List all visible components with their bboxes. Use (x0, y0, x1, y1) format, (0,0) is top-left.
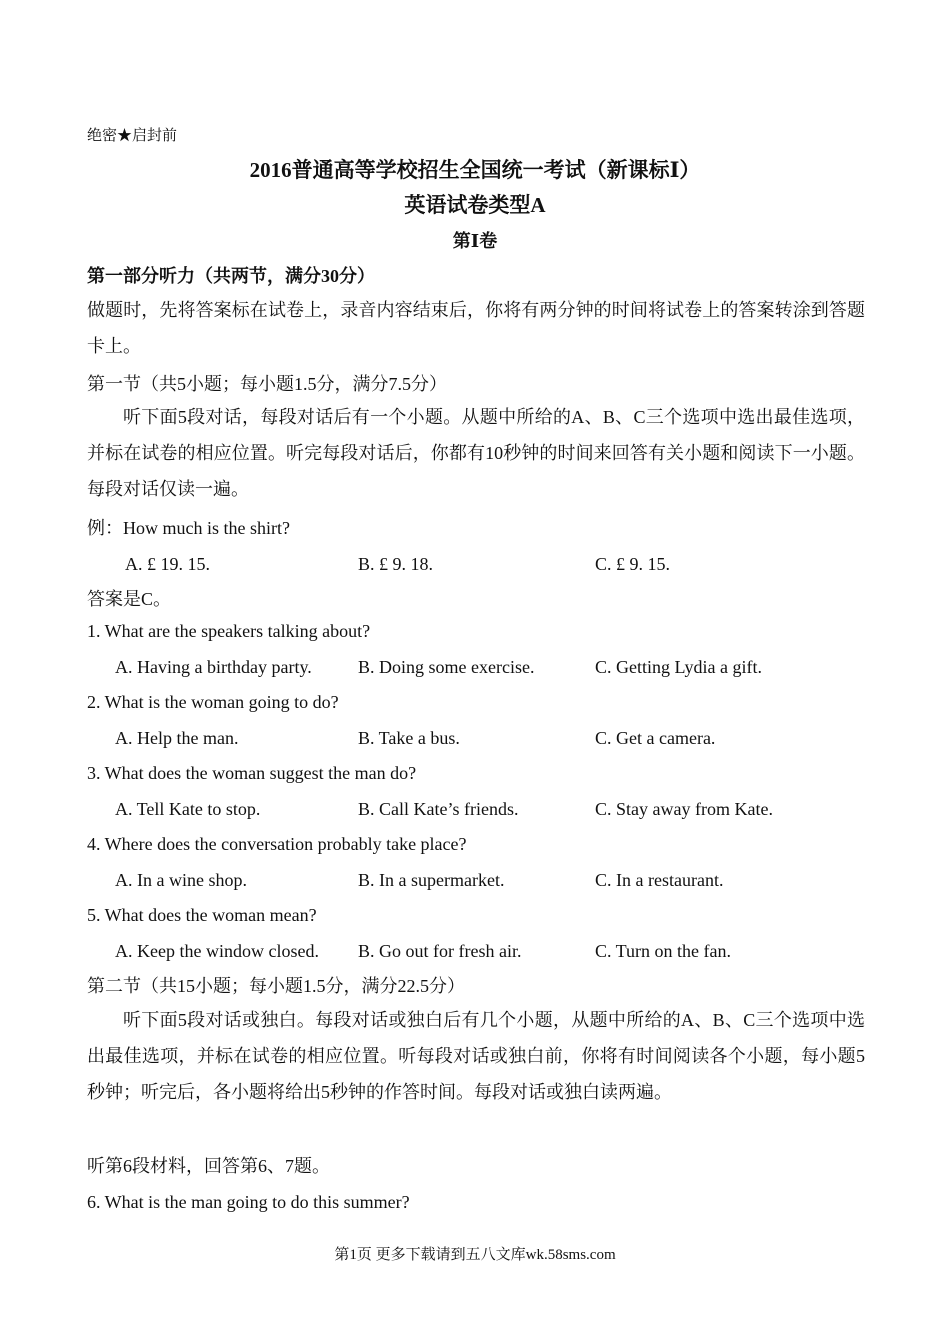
q3-option-c: C. Stay away from Kate. (595, 799, 773, 819)
q1-option-a: A. Having a birthday party. (115, 657, 312, 677)
q1-option-c: C. Getting Lydia a gift. (595, 657, 762, 677)
confidential-mark: 绝密★启封前 (87, 128, 178, 144)
q5-option-a: A. Keep the window closed. (115, 941, 319, 961)
q4-option-a: A. In a wine shop. (115, 870, 247, 890)
example-answer: 答案是C。 (87, 589, 172, 609)
q5-option-b: B. Go out for fresh air. (358, 941, 522, 961)
volume-label: 第Ⅰ卷 (452, 231, 498, 251)
q3-option-b: B. Call Kate’s friends. (358, 799, 519, 819)
section1-instructions: 听下面5段对话，每段对话后有一个小题。从题中所给的A、B、C三个选项中选出最佳选项，并标在试卷的相应位置。听完每段对话后，你都有10秒钟的时间来回答有关小题和阅读下一小题。每段对话仅读一遍。 (87, 407, 865, 499)
example-option-a: A. £ 19. 15. (125, 554, 210, 574)
exam-title: 2016普通高等学校招生全国统一考试（新课标Ⅰ） (249, 158, 701, 182)
q2-option-c: C. Get a camera. (595, 728, 716, 748)
question-1: 1. What are the speakers talking about? (87, 621, 371, 641)
q2-option-a: A. Help the man. (115, 728, 239, 748)
q2-option-b: B. Take a bus. (358, 728, 460, 748)
material-6-heading: 听第6段材料，回答第6、7题。 (87, 1156, 330, 1176)
q4-option-c: C. In a restaurant. (595, 870, 724, 890)
q4-option-b: B. In a supermarket. (358, 870, 505, 890)
part1-heading: 第一部分听力（共两节，满分30分） (87, 266, 375, 286)
question-5: 5. What does the woman mean? (87, 905, 317, 925)
exam-subtitle: 英语试卷类型A (404, 193, 546, 217)
question-3: 3. What does the woman suggest the man do? (87, 763, 417, 783)
section1-heading: 第一节（共5小题；每小题1.5分，满分7.5分） (87, 374, 447, 394)
question-2: 2. What is the woman going to do? (87, 692, 339, 712)
q5-option-c: C. Turn on the fan. (595, 941, 732, 961)
q1-option-b: B. Doing some exercise. (358, 657, 535, 677)
question-6: 6. What is the man going to do this summer? (87, 1192, 410, 1212)
example-option-b: B. £ 9. 18. (358, 554, 434, 574)
part1-instructions: 做题时，先将答案标在试卷上，录音内容结束后，你将有两分钟的时间将试卷上的答案转涂到答题卡上。 (87, 300, 865, 356)
example-option-c: C. £ 9. 15. (595, 554, 671, 574)
section2-heading: 第二节（共15小题；每小题1.5分，满分22.5分） (87, 976, 465, 996)
page-footer: 第1页 更多下载请到五八文库wk.58sms.com (334, 1247, 616, 1263)
question-4: 4. Where does the conversation probably take place? (87, 834, 467, 854)
q3-option-a: A. Tell Kate to stop. (115, 799, 261, 819)
section2-instructions: 听下面5段对话或独白。每段对话或独白后有几个小题，从题中所给的A、B、C三个选项中选出最佳选项，并标在试卷的相应位置。听每段对话或独白前，你将有时间阅读各个小题，每小题5秒钟；听完后，各小题将给出5秒钟的作答时间。每段对话或独白读两遍。 (87, 1010, 865, 1102)
example-question: 例：How much is the shirt? (87, 518, 290, 538)
